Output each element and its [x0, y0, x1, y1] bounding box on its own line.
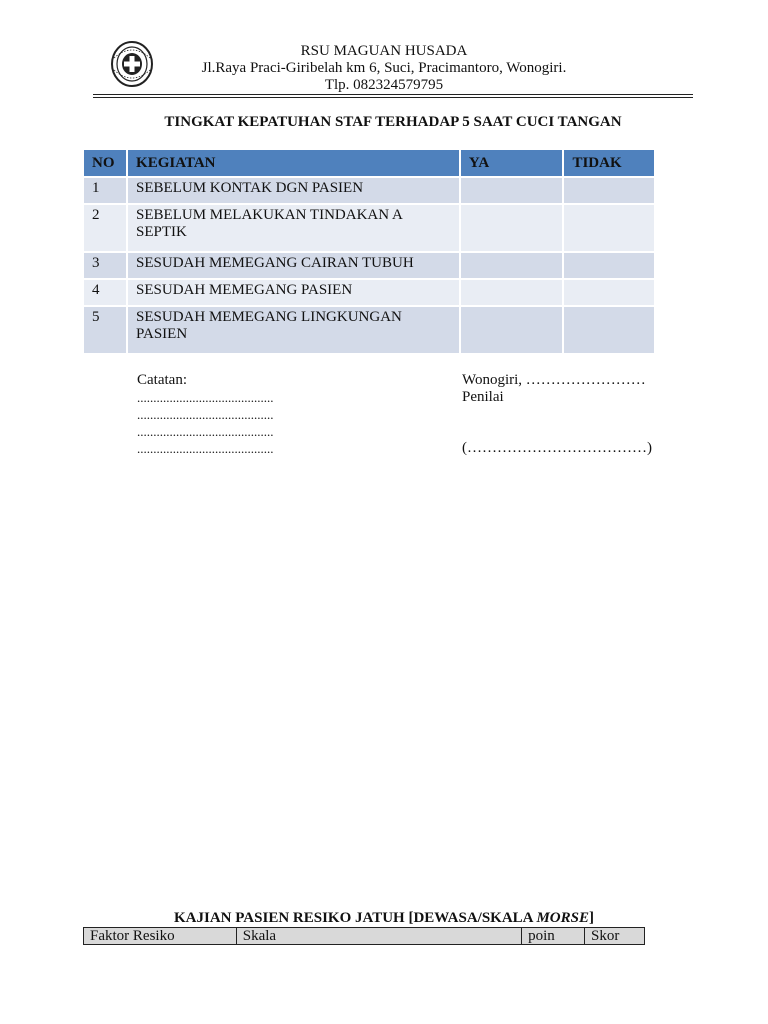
org-address: Jl.Raya Praci-Giribelah km 6, Suci, Pracimantoro, Wonogiri.	[201, 60, 567, 76]
table-row	[84, 307, 654, 353]
ya-cell[interactable]	[461, 178, 563, 203]
notes-line: ..........................................	[137, 390, 274, 405]
notes-line: ..........................................	[137, 424, 274, 439]
org-name: RSU MAGUAN HUSADA	[300, 43, 468, 59]
row-kegiatan: SEBELUM MELAKUKAN TINDAKAN A SEPTIK	[128, 205, 459, 251]
ya-cell[interactable]	[461, 307, 563, 353]
ya-cell[interactable]	[461, 205, 563, 251]
section2-title-prefix: KAJIAN PASIEN RESIKO JATUH [DEWASA/SKALA	[174, 910, 537, 926]
tidak-cell[interactable]	[564, 307, 654, 353]
header-divider-thin	[93, 97, 693, 98]
section2-title	[174, 910, 594, 927]
section2-title-italic: MORSE	[536, 910, 589, 926]
table-row	[84, 253, 654, 278]
col-kegiatan: KEGIATAN	[128, 150, 459, 176]
signature-block	[462, 372, 652, 457]
notes-line: ..........................................	[137, 407, 274, 422]
row-kegiatan: SESUDAH MEMEGANG CAIRAN TUBUH	[128, 253, 459, 278]
tidak-cell[interactable]	[564, 253, 654, 278]
row-no: 4	[84, 280, 126, 305]
notes-label: Catatan:	[137, 372, 187, 388]
col-skala: Skala	[236, 928, 521, 945]
table-row	[84, 280, 654, 305]
section2-title-suffix: ]	[588, 910, 594, 926]
row-kegiatan: SESUDAH MEMEGANG PASIEN	[128, 280, 459, 305]
row-no: 3	[84, 253, 126, 278]
row-kegiatan: SESUDAH MEMEGANG LINGKUNGAN PASIEN	[128, 307, 459, 353]
row-kegiatan: SEBELUM KONTAK DGN PASIEN	[128, 178, 459, 203]
col-skor: Skor	[585, 928, 645, 945]
morse-table	[83, 927, 645, 945]
header-divider	[93, 94, 693, 95]
col-poin: poin	[522, 928, 585, 945]
ya-cell[interactable]	[461, 280, 563, 305]
row-no: 1	[84, 178, 126, 203]
tidak-cell[interactable]	[564, 280, 654, 305]
notes-block	[137, 372, 274, 457]
document-title: TINGKAT KEPATUHAN STAF TERHADAP 5 SAAT CUCI TANGAN	[164, 114, 622, 130]
col-tidak: TIDAK	[564, 150, 654, 176]
org-phone: Tlp. 082324579795	[324, 77, 444, 93]
tidak-cell[interactable]	[564, 178, 654, 203]
place-date: Wonogiri, ……………………	[462, 372, 646, 388]
assessor-name-placeholder: (………………………………)	[462, 440, 652, 456]
morse-header-row	[84, 928, 645, 945]
table-row	[84, 178, 654, 203]
col-faktor-resiko: Faktor Resiko	[84, 928, 237, 945]
table-row	[84, 205, 654, 251]
tidak-cell[interactable]	[564, 205, 654, 251]
notes-line: ..........................................	[137, 441, 274, 456]
col-ya: YA	[461, 150, 563, 176]
table-header-row	[84, 150, 654, 176]
ya-cell[interactable]	[461, 253, 563, 278]
row-no: 5	[84, 307, 126, 353]
compliance-table	[82, 148, 656, 355]
row-no: 2	[84, 205, 126, 251]
assessor-role: Penilai	[462, 389, 504, 405]
col-no: NO	[84, 150, 126, 176]
